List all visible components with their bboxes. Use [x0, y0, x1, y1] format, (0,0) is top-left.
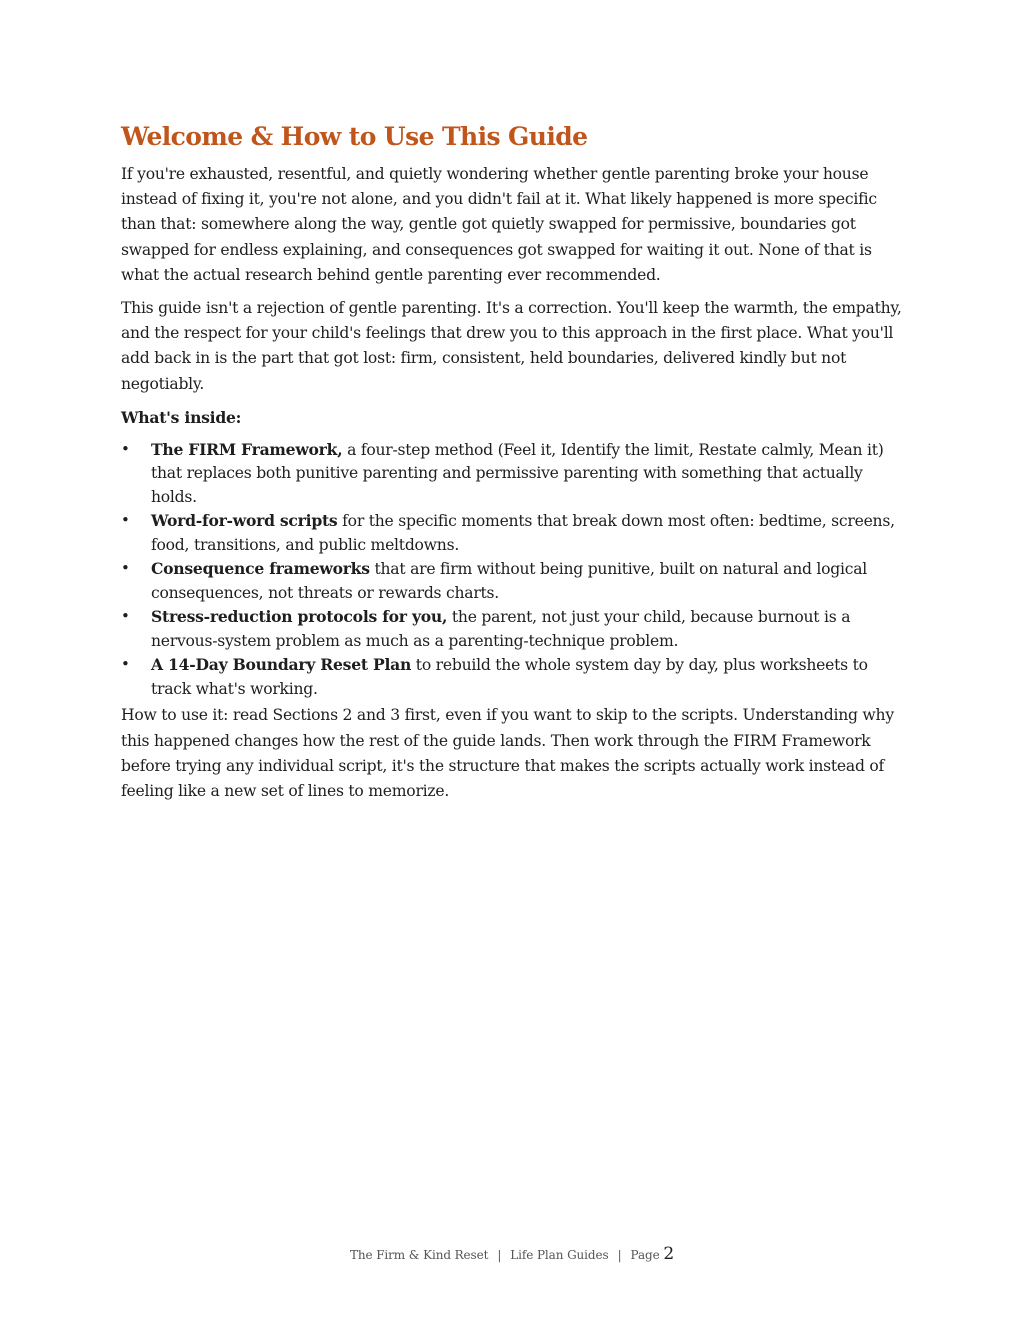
footer-title: The Firm & Kind Reset — [349, 1248, 489, 1262]
list-item-text: the parent, not just your child, because burnout is a nervous-system problem as much as a parenting-technique problem. — [151, 608, 851, 650]
list-item-title: Consequence frameworks — [151, 559, 370, 579]
footer-series: Life Plan Guides — [510, 1248, 609, 1262]
list-item-title: Word-for-word scripts — [151, 511, 338, 531]
list-item-text: a four-step method (Feel it, Identify the limit, Restate calmly, Mean it) that replaces both punitive parenting and permissive parenting with something that actually holds. — [151, 440, 884, 506]
page-number: 2 — [663, 1244, 675, 1264]
list-item-title: A 14-Day Boundary Reset Plan — [151, 655, 412, 675]
list-item-title: The FIRM Framework, — [151, 439, 343, 459]
list-item — [121, 653, 907, 701]
bullet-icon: • — [121, 559, 130, 578]
list-item — [121, 438, 907, 510]
correction-paragraph: This guide isn't a rejection of gentle parenting. It's a correction. You'll keep the warmth, the empathy, and the respect for your child's feelings that drew you to this approach in the first place. What you'll add back in is the part that got lost: firm, consistent, held boundaries, delivered kindly but not negotiably. — [121, 299, 902, 393]
footer-separator: | — [497, 1248, 502, 1262]
bullet-icon: • — [121, 439, 130, 458]
bullet-icon: • — [121, 607, 130, 626]
footer-separator: | — [617, 1248, 622, 1262]
footer-page-label: Page — [630, 1248, 660, 1262]
list-item-title: Stress-reduction protocols for you, — [151, 607, 448, 627]
page-content — [121, 120, 907, 812]
list-item — [121, 509, 907, 557]
whats-inside-label: What's inside: — [121, 407, 242, 427]
list-item — [121, 605, 907, 653]
intro-paragraph: If you're exhausted, resentful, and quietly wondering whether gentle parenting broke your house instead of fixing it, you're not alone, and you didn't fail at it. What likely happened is more specific than that: somewhere along the way, gentle got quietly swapped for permissive, boundaries got swapped for endless explaining, and consequences got swapped for waiting it out. None of that is what the actual research behind gentle parenting ever recommended. — [121, 165, 877, 284]
how-to-use-paragraph: How to use it: read Sections 2 and 3 first, even if you want to skip to the scripts. Understanding why this happened changes how the rest of the guide lands. Then work through the FIRM Framework before trying any individual script, it's the structure that makes the scripts actually work instead of feeling like a new set of lines to memorize. — [121, 706, 894, 800]
bullet-icon: • — [121, 511, 130, 530]
bullet-icon: • — [121, 655, 130, 674]
list-item — [121, 557, 907, 605]
contents-list — [121, 438, 907, 702]
page-footer — [0, 1244, 1024, 1264]
page-title: Welcome & How to Use This Guide — [121, 122, 588, 151]
list-item-text: that are firm without being punitive, built on natural and logical consequences, not threats or rewards charts. — [151, 560, 868, 602]
list-item-text: for the specific moments that break down most often: bedtime, screens, food, transitions, and public meltdowns. — [151, 512, 895, 554]
list-item-text: to rebuild the whole system day by day, plus worksheets to track what's working. — [151, 656, 868, 698]
